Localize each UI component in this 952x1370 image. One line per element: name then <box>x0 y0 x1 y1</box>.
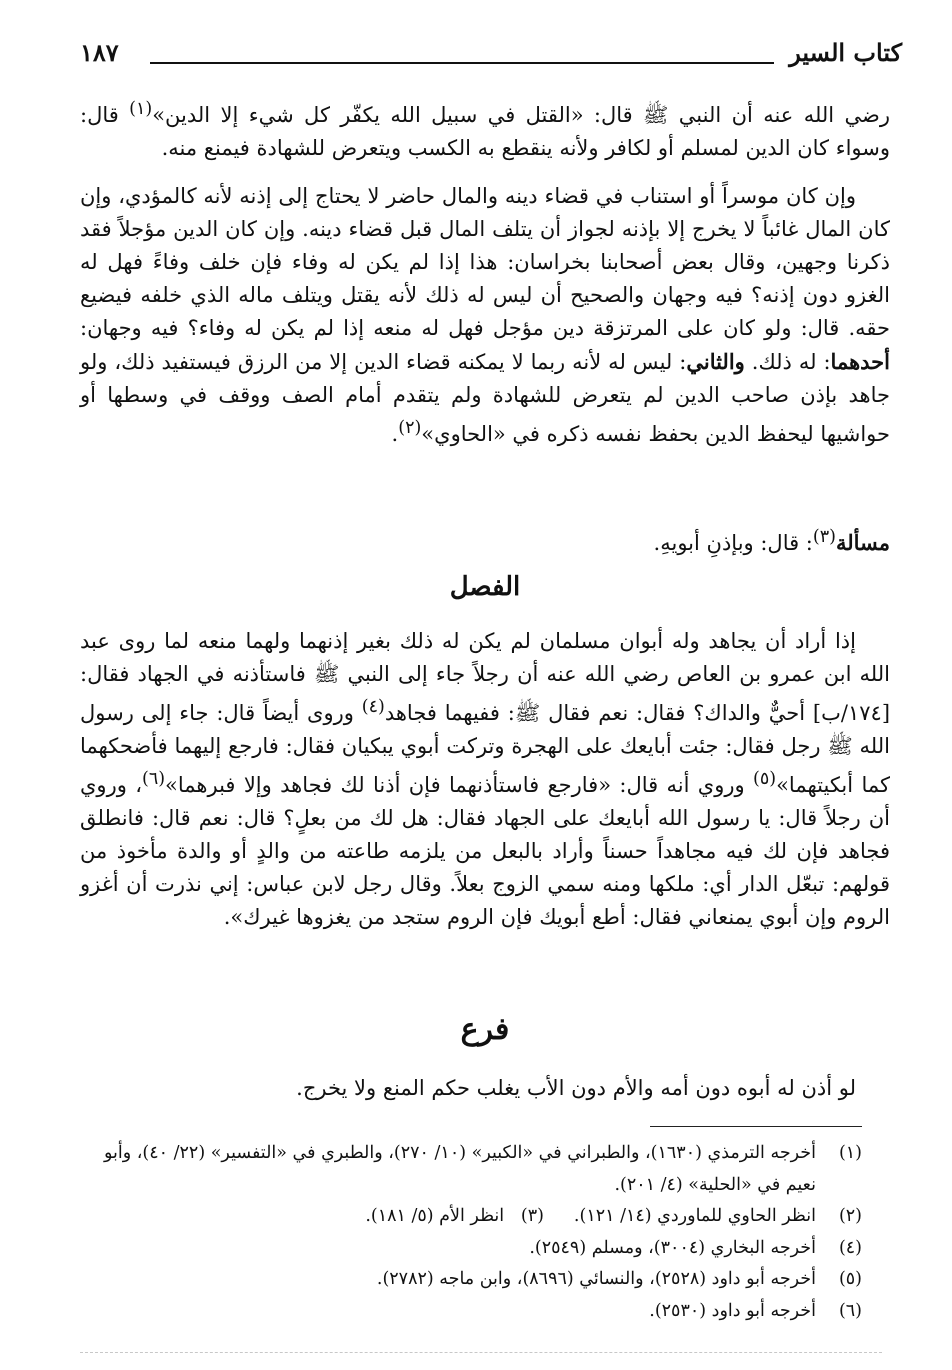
footnote-text: انظر الأم (٥/ ١٨١). <box>365 1206 505 1226</box>
para2-text-c: : ليس له لأنه ربما لا يمكنه قضاء الدين إلا من الرزق فيستفيد ذلك، ولو جاهد بإذن صاحب الدين لم يتعرض للشهادة ولم يتقدم أمام الصف ووقف في وسطها أو حواشيها ليحفظ الدين بحفظ نفسه ذكره في «الحاوي» <box>80 350 890 446</box>
footnote <box>80 1201 862 1233</box>
para3-text-d: ، وروي أن رجلاً قال: يا رسول الله أبايعك على الجهاد فقال: هل لك من بعلٍ؟ قال: نعم قال: فانطلق فجاهد فإن لك فيه مجاهداً حسناً وأراد بالبعل من يلزمه طاعته من والدٍ أو والدة مأخوذ من قولهم: تبعّل الدار أي: ملكها ومنه سمي الزوج بعلاً. وقال رجل لابن عباس: إني نذرت أن أغزو الروم وإن أبوي يمنعاني فقال: أطع أبويك فإن الروم ستجد من يغزوها غيرك». <box>80 773 890 929</box>
masala-label: مسألة <box>835 530 890 555</box>
para3-text-a: إذا أراد أن يجاهد وله أبوان مسلمان لم يكن له ذلك بغير إذنهما ولهما منعه لما روى عبد الله ابن عمرو بن العاص رضي الله عنه أن رجلاً جاء إلى النبي ﷺ فاستأذنه في الجهاد فقال: [١٧٤/ب] أحيٌّ والداك؟ فقال: نعم فقال ﷺ: ففيهما فجاهد <box>80 629 891 725</box>
footnote-ref-5: (٥) <box>753 769 777 789</box>
footnote-text: أخرجه الترمذي (١٦٣٠)، والطبراني في «الكبير» (١٠/ ٢٧٠)، والطبري في «التفسير» (٢٢/ ٤٠)، وأبو نعيم في «الحلية» (٤/ ٢٠١). <box>103 1143 816 1195</box>
footnote-text: أخرجه أبو داود (٢٥٢٨)، والنسائي (٨٦٩٦)، وابن ماجه (٢٧٨٢). <box>376 1269 816 1289</box>
footnote-ref-3: (٣) <box>812 527 836 547</box>
paragraph-continuation <box>80 93 890 165</box>
para2-text-d: . <box>391 422 399 446</box>
first-view-label: أحدهما <box>830 349 890 374</box>
paragraph-parents <box>80 625 890 934</box>
para2-text-a: وإن كان موسراً أو استناب في قضاء دينه والمال حاضر لا يحتاج إلى إذنه لأنه كالمؤدي، وإن كان المال غائباً لا يخرج إلا بإذنه لجواز أن يتلف المال قبل قضاء دينه. وإن كان الدين مؤجلاً فقد ذكرنا وجهين، وقال بعض أصحابنا بخراسان: هذا إذا لم يكن له وفاء فإن خلف وفاءً فهل له الغزو دون إذنه؟ فيه وجهان والصحيح أن ليس له ذلك لأنه يقتل ويتلف ماله الذي خلفه فيضيع حقه. قال: ولو كان على المرتزقة دين مؤجل فهل له منعه إذا لم يكن له وفاء؟ فيه وجهان: <box>80 184 890 340</box>
footnote-text: أخرجه البخاري (٣٠٠٤)، ومسلم (٢٥٤٩). <box>529 1237 816 1258</box>
page-header <box>80 38 902 78</box>
page-bottom-edge <box>80 1352 882 1353</box>
masala-line <box>80 521 890 560</box>
footnotes <box>80 1138 862 1327</box>
footnote-divider <box>650 1126 862 1127</box>
paragraph-debt <box>80 180 890 451</box>
footnote <box>80 1264 862 1296</box>
para2-text-b: : له ذلك. <box>744 350 831 374</box>
header-rule <box>150 62 774 64</box>
para1-text-a: رضي الله عنه أن النبي ﷺ قال: «القتل في سبيل الله يكفّر كل شيء إلا الدين» <box>152 103 890 127</box>
para3-text-c: وروي أنه قال: «فارجع فاستأذنهما فإن أذنا لك فجاهد وإلا فبرهما» <box>165 773 754 797</box>
footnote-ref-2: (٢) <box>398 418 422 438</box>
heading-fasl: الفصل <box>449 572 521 602</box>
footnote-ref-6: (٦) <box>141 769 166 789</box>
footnote-ref-1: (١) <box>129 99 153 119</box>
footnote-number: (٦) <box>838 1300 862 1321</box>
footnote-ref-4: (٤) <box>361 697 385 717</box>
footnote-number: (٢) <box>838 1206 862 1226</box>
masala-text: : قال: وبإذنِ أبويهِ. <box>653 531 813 555</box>
para4-text: لو أذن له أبوه دون أمه والأم دون الأب يغلب حكم المنع ولا يخرج. <box>296 1076 856 1100</box>
para3-text-b: وروى أيضاً قال: جاء إلى رسول الله ﷺ رجل فقال: جئت أبايعك على الهجرة وتركت أبوي يبكيان فقال: فارجع إليهما فأضحكهما كما أبكيتهما» <box>80 701 890 797</box>
footnote-number: (٤) <box>838 1237 862 1258</box>
footnote-number: (٣) <box>520 1206 544 1226</box>
footnote <box>80 1138 862 1201</box>
running-title: كتاب السير <box>789 38 902 67</box>
heading-far: فرع <box>460 1012 510 1047</box>
footnote-number: (١) <box>838 1143 862 1163</box>
second-view-label: والثاني <box>686 349 745 374</box>
footnote-text: انظر الحاوي للماوردي (١٤/ ١٢١). <box>573 1206 816 1226</box>
footnote-text: أخرجه أبو داود (٢٥٣٠). <box>649 1300 816 1321</box>
footnote <box>80 1233 862 1265</box>
footnote-number: (٥) <box>838 1269 862 1289</box>
footnote <box>80 1296 862 1328</box>
page-number: ١٨٧ <box>80 38 119 67</box>
para1-text-b: قال: وسواء كان الدين لمسلم أو لكافر ولأنه ينقطع به الكسب ويتعرض للشهادة فيمنع منه. <box>80 103 890 160</box>
paragraph-far <box>80 1072 890 1105</box>
